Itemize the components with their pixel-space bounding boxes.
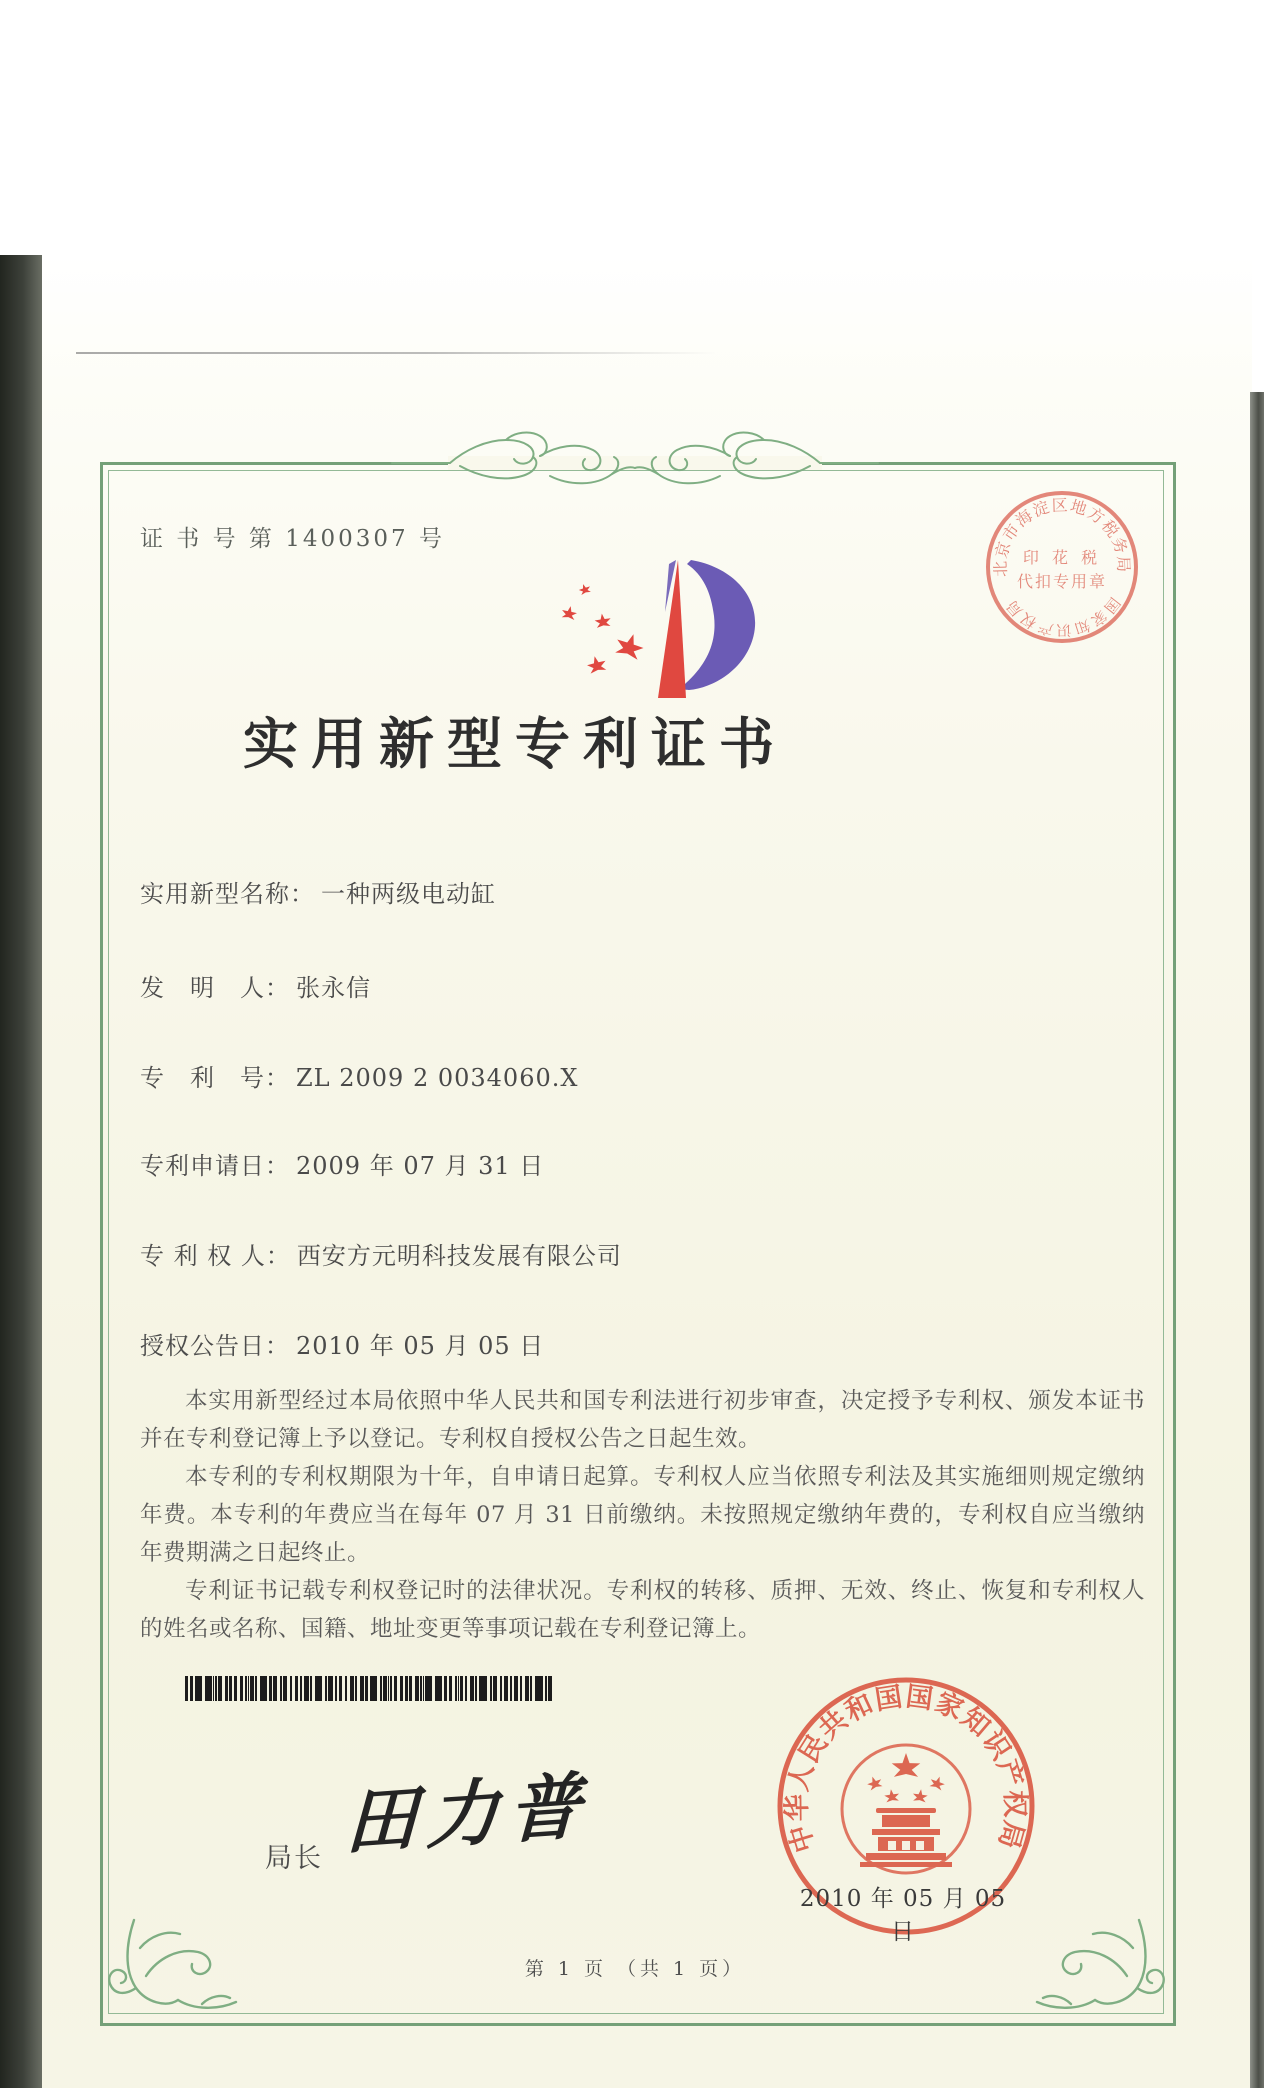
scan-right-edge <box>1250 392 1264 2088</box>
field-row-patentee <box>140 1236 622 1270</box>
field-label: 实用新型名称： <box>140 880 315 908</box>
certificate-number: 证 书 号 第 1400307 号 <box>140 526 445 552</box>
legal-paragraph: 本实用新型经过本局依照中华人民共和国专利法进行初步审查，决定授予专利权、颁发本证书并在专利登记簿上予以登记。专利权自授权公告之日起生效。 <box>140 1388 1145 1452</box>
page-footer: 第 1 页 （共 1 页） <box>524 1958 746 1980</box>
tax-stamp-center-line2: 代扣专用章 <box>1016 572 1108 591</box>
svg-text:国家知识产权局 <box>1002 594 1124 639</box>
scan-left-edge <box>0 255 42 2088</box>
scan-top-hairline <box>76 352 716 354</box>
legal-text-block <box>140 1382 1145 1648</box>
seal-date: 2010 年 05 月 05 日 <box>799 1886 1007 1945</box>
legal-paragraph: 专利证书记载专利权登记时的法律状况。专利权的转移、质押、无效、终止、恢复和专利权人的姓名或名称、国籍、地址变更等事项记载在专利登记簿上。 <box>140 1578 1145 1642</box>
field-label: 专 利 权 人： <box>140 1242 291 1270</box>
field-label: 发 明 人： <box>140 974 290 1002</box>
seal-ring-text: 中华人民共和国国家知识产权局 <box>781 1681 1031 1856</box>
director-signature: 田力普 <box>343 1762 593 1865</box>
tax-stamp-center-line1: 印 花 税 <box>1022 548 1102 567</box>
field-label: 专 利 号： <box>140 1064 290 1092</box>
national-emblem <box>860 1753 952 1867</box>
field-row-filing-date <box>140 1146 544 1180</box>
field-label: 授权公告日： <box>140 1332 290 1360</box>
field-value: 一种两级电动缸 <box>321 880 496 908</box>
field-value: 张永信 <box>296 974 371 1002</box>
certificate-title: 实用新型专利证书 <box>242 711 787 776</box>
field-value: 2010 年 05 月 05 日 <box>296 1332 545 1360</box>
tax-stamp-bottom-text: 国家知识产权局 <box>1001 593 1124 640</box>
field-row-grant-date <box>140 1326 544 1360</box>
tax-stamp <box>982 487 1142 647</box>
field-label: 专利申请日： <box>140 1152 290 1180</box>
field-row-patent-number <box>140 1058 578 1092</box>
field-value: ZL 2009 2 0034060.X <box>296 1064 579 1092</box>
barcode <box>185 1676 553 1701</box>
field-row-inventor <box>140 968 371 1002</box>
director-label: 局长 <box>265 1843 323 1874</box>
field-row-utility-model-name <box>140 874 496 908</box>
field-value: 2009 年 07 月 31 日 <box>296 1152 545 1180</box>
tax-stamp-top-text: 北京市海淀区地方税务局 <box>990 495 1134 578</box>
legal-paragraph: 本专利的专利权期限为十年，自申请日起算。专利权人应当依照专利法及其实施细则规定缴纳年费。本专利的年费应当在每年 07 月 31 日前缴纳。未按照规定缴纳年费的，专利权自应当缴纳年费期满之日起终止。 <box>140 1464 1145 1566</box>
sipo-logo <box>545 548 775 713</box>
frame-ornament-top <box>390 424 880 508</box>
field-value: 西安方元明科技发展有限公司 <box>296 1242 622 1270</box>
